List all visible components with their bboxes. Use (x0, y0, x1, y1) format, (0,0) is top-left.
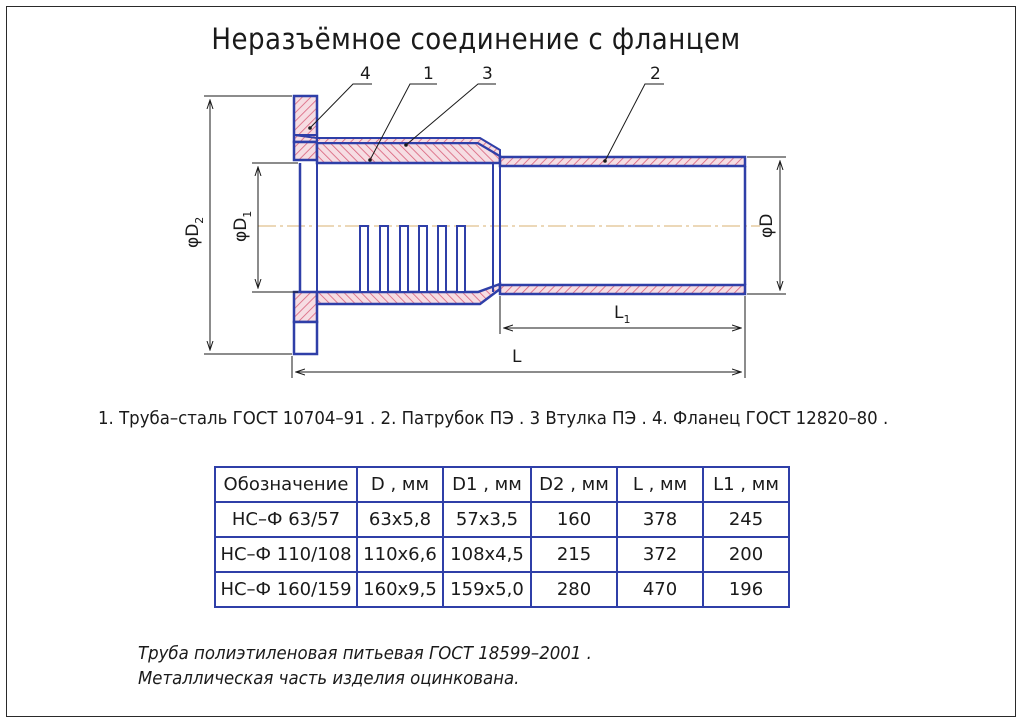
dim-l1-label: $L_1$ (614, 303, 631, 326)
dim-d-label: φD (757, 213, 777, 238)
table-cell: 196 (703, 572, 789, 607)
spec-table (214, 466, 790, 608)
header-cell: Обозначение (215, 467, 357, 502)
callout-2: 2 (650, 64, 661, 84)
header-cell: L , мм (617, 467, 703, 502)
dim-d1-label: $\varphi D_1$ (231, 210, 254, 242)
table-cell: 63х5,8 (357, 502, 443, 537)
pe-pipe-top (500, 157, 745, 166)
page-title: Неразъёмное соединение с фланцем (211, 22, 741, 56)
header-cell: L1 , мм (703, 467, 789, 502)
corrugation-ribs (360, 226, 465, 292)
callout-4: 4 (360, 64, 371, 84)
table-cell: 378 (617, 502, 703, 537)
note-line-2: Металлическая часть изделия оцинкована. (138, 668, 520, 689)
table-cell: 108х4,5 (443, 537, 531, 572)
header-cell: D2 , мм (531, 467, 617, 502)
steel-pipe-top (317, 143, 500, 163)
note-line-1: Труба полиэтиленовая питьевая ГОСТ 18599–2001 . (138, 643, 592, 664)
table-cell: 215 (531, 537, 617, 572)
table-cell: 245 (703, 502, 789, 537)
callout-1: 1 (423, 64, 434, 84)
table-header-row (215, 467, 789, 502)
table-cell: НС–Ф 110/108 (215, 537, 357, 572)
table-cell: 57х3,5 (443, 502, 531, 537)
dim-d2-label: $\varphi D_2$ (183, 216, 206, 248)
table-cell: НС–Ф 160/159 (215, 572, 357, 607)
header-cell: D1 , мм (443, 467, 531, 502)
table-cell: 160 (531, 502, 617, 537)
table-cell: 200 (703, 537, 789, 572)
table-cell: 470 (617, 572, 703, 607)
table-cell: 110х6,6 (357, 537, 443, 572)
dim-l-label: L (512, 347, 522, 367)
table-cell: 160х9,5 (357, 572, 443, 607)
table-cell: НС–Ф 63/57 (215, 502, 357, 537)
table-row (215, 572, 789, 607)
pe-pipe-bottom (500, 285, 745, 294)
callout-3: 3 (482, 64, 493, 84)
table-row (215, 537, 789, 572)
table-row (215, 502, 789, 537)
flange-bottom (294, 292, 317, 354)
table-cell: 280 (531, 572, 617, 607)
parts-legend: 1. Труба–сталь ГОСТ 10704–91 . 2. Патрубок ПЭ . 3 Втулка ПЭ . 4. Фланец ГОСТ 12820–80 . (98, 408, 889, 429)
flange-top (294, 96, 317, 160)
table-cell: 372 (617, 537, 703, 572)
table-cell: 159х5,0 (443, 572, 531, 607)
header-cell: D , мм (357, 467, 443, 502)
